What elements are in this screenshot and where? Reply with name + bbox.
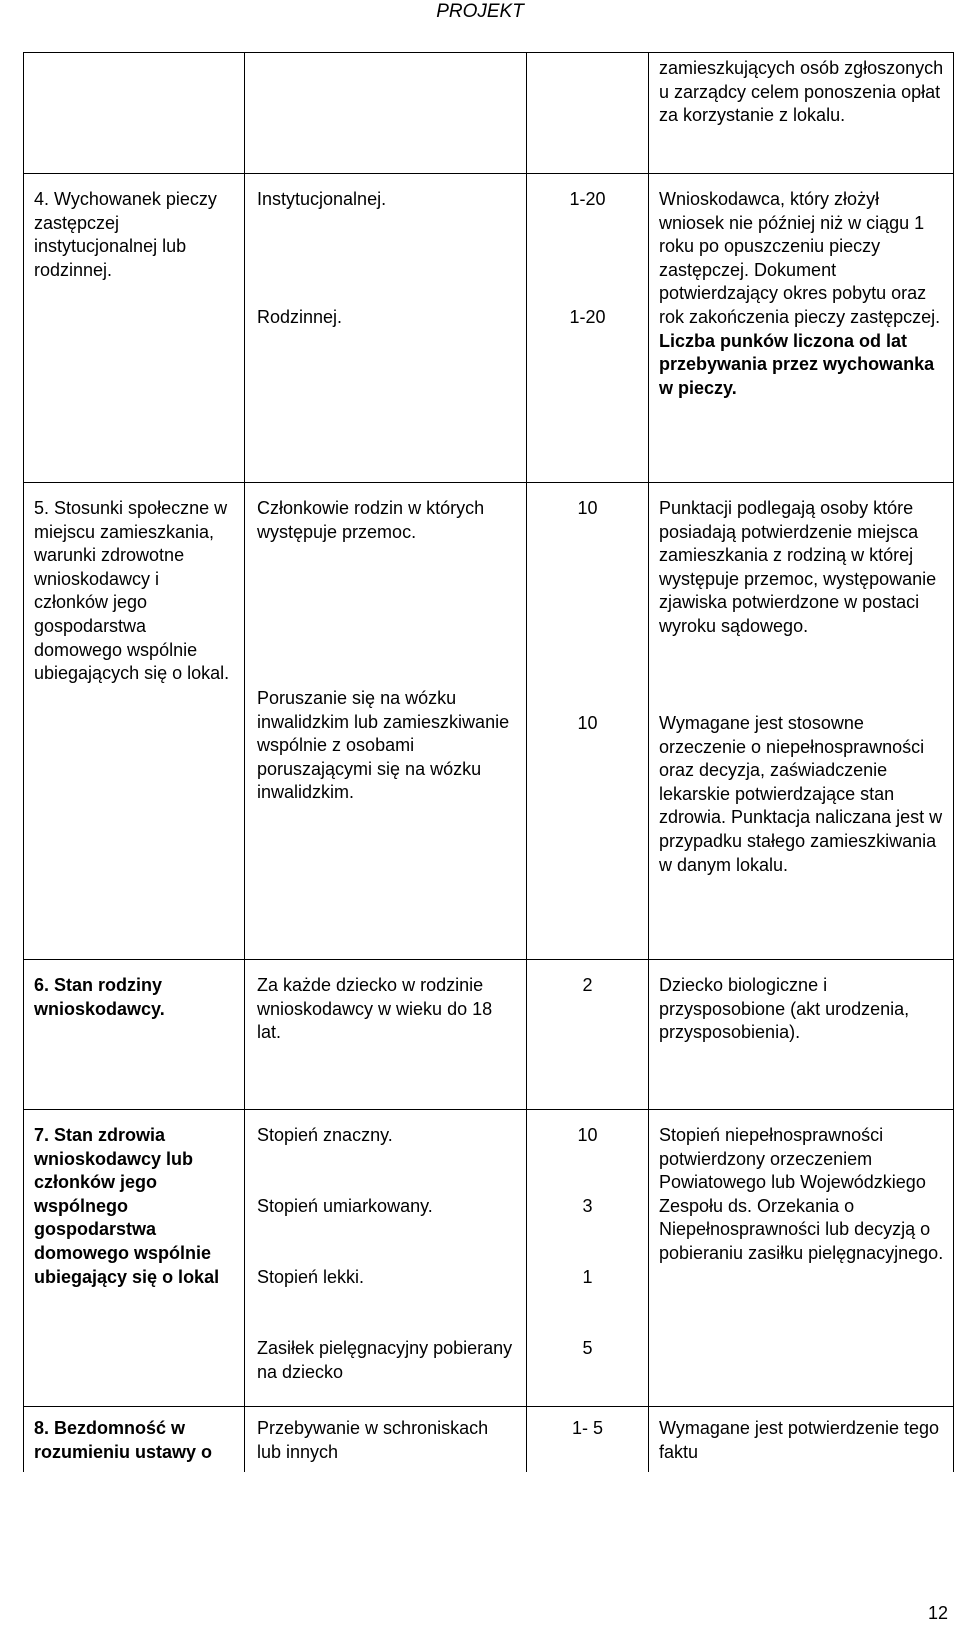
cell (24, 174, 245, 483)
table-row (24, 960, 954, 1110)
row7-title: 7. Stan zdrowia wnioskodawcy lub członków jego wspólnego gospodarstwa domowego wspólnie ubiegający się o lokal (34, 1125, 220, 1287)
cell (527, 174, 649, 483)
cell (245, 1407, 527, 1473)
row5-points-violence: 10 (577, 498, 598, 518)
row5-criteria-wheelchair: Wymagane jest stosowne orzeczenie o niepełnosprawności oraz decyzja, zaświadczenie lekarskie potwierdzające stan zdrowia. Punktacja naliczana jest w przypadku stałego zamieszkiwania w danym lokalu. (659, 713, 943, 875)
cell (527, 483, 649, 960)
cell (245, 960, 527, 1110)
row8-item: Przebywanie w schroniskach lub innych (257, 1418, 489, 1462)
row5-points-wheelchair: 10 (577, 713, 598, 733)
row5-title: 5. Stosunki społeczne w miejscu zamieszkania, warunki zdrowotne wnioskodawcy i członków jego gospodarstwa domowego wspólnie ubiegających się o lokal. (34, 498, 230, 684)
cell (24, 1110, 245, 1407)
row6-points: 2 (582, 975, 593, 995)
cell (527, 53, 649, 174)
cell (527, 960, 649, 1110)
row7-item-severe: Stopień znaczny. (257, 1125, 393, 1145)
cell (649, 1110, 954, 1407)
table-row (24, 483, 954, 960)
row6-item: Za każde dziecko w rodzinie wnioskodawcy w wieku do 18 lat. (257, 975, 493, 1043)
table-row (24, 1110, 954, 1407)
table-row (24, 1407, 954, 1473)
row4-points-institutional: 1-20 (569, 189, 606, 209)
cell (24, 53, 245, 174)
row4-criteria-bold: Liczba punków liczona od lat przebywania przez wychowanka w pieczy. (659, 330, 935, 398)
cell (649, 53, 954, 174)
row7-item-mild: Stopień lekki. (257, 1267, 365, 1287)
table-row (24, 174, 954, 483)
cell (527, 1110, 649, 1407)
row7-item-allowance: Zasiłek pielęgnacyjny pobierany na dziecko (257, 1338, 513, 1382)
row7-points-severe: 10 (577, 1125, 598, 1145)
row4-points-family: 1-20 (569, 306, 606, 327)
cell (24, 483, 245, 960)
cell (649, 483, 954, 960)
criteria-table (23, 52, 954, 1472)
cell (245, 1110, 527, 1407)
row5-item-violence: Członkowie rodzin w których występuje przemoc. (257, 498, 485, 542)
page-header: PROJEKT (436, 1, 524, 22)
row7-item-moderate: Stopień umiarkowany. (257, 1196, 433, 1216)
row4-title: 4. Wychowanek pieczy zastępczej instytucjonalnej lub rodzinnej. (34, 189, 217, 280)
row7-points-moderate: 3 (582, 1196, 593, 1216)
row5-criteria-violence: Punktacji podlegają osoby które posiadają potwierdzenie miejsca zamieszkania z rodziną w której występuje przemoc, występowanie zjawiska potwierdzone w postaci wyroku sądowego. (659, 498, 937, 636)
row8-points: 1- 5 (571, 1418, 604, 1438)
cell (245, 174, 527, 483)
row4-item-family: Rodzinnej. (257, 306, 343, 327)
cell (245, 53, 527, 174)
row6-criteria: Dziecko biologiczne i przysposobione (akt urodzenia, przysposobienia). (659, 975, 910, 1043)
row8-title: 8. Bezdomność w rozumieniu ustawy o (34, 1418, 213, 1462)
row8-criteria: Wymagane jest potwierdzenie tego faktu (659, 1418, 939, 1462)
row4-criteria-text: Wnioskodawca, który złożył wniosek nie później niż w ciągu 1 roku po opuszczeniu pieczy zastępczej. Dokument potwierdzający okres pobytu oraz rok zakończenia pieczy zastępczej. (659, 189, 941, 327)
row7-points-mild: 1 (582, 1267, 593, 1287)
cell (24, 1407, 245, 1473)
row6-title: 6. Stan rodziny wnioskodawcy. (34, 975, 165, 1019)
row5-item-wheelchair: Poruszanie się na wózku inwalidzkim lub zamieszkiwanie wspólnie z osobami poruszającymi się na wózku inwalidzkim. (257, 688, 510, 803)
page-number: 12 (927, 1603, 948, 1623)
cell (527, 1407, 649, 1473)
table-row (24, 53, 954, 174)
row7-criteria: Stopień niepełnosprawności potwierdzony orzeczeniem Powiatowego lub Wojewódzkiego Zespołu ds. Orzekania o Niepełnosprawności lub decyzją o pobieraniu zasiłku pielęgnacyjnego. (659, 1125, 944, 1263)
row7-points-allowance: 5 (582, 1338, 593, 1358)
cell (24, 960, 245, 1110)
cell (649, 174, 954, 483)
cell (245, 483, 527, 960)
cell (649, 1407, 954, 1473)
row4-item-institutional: Instytucjonalnej. (257, 189, 387, 209)
cell (649, 960, 954, 1110)
row0-criteria: zamieszkujących osób zgłoszonych u zarządcy celem ponoszenia opłat za korzystanie z lokalu. (659, 58, 944, 126)
